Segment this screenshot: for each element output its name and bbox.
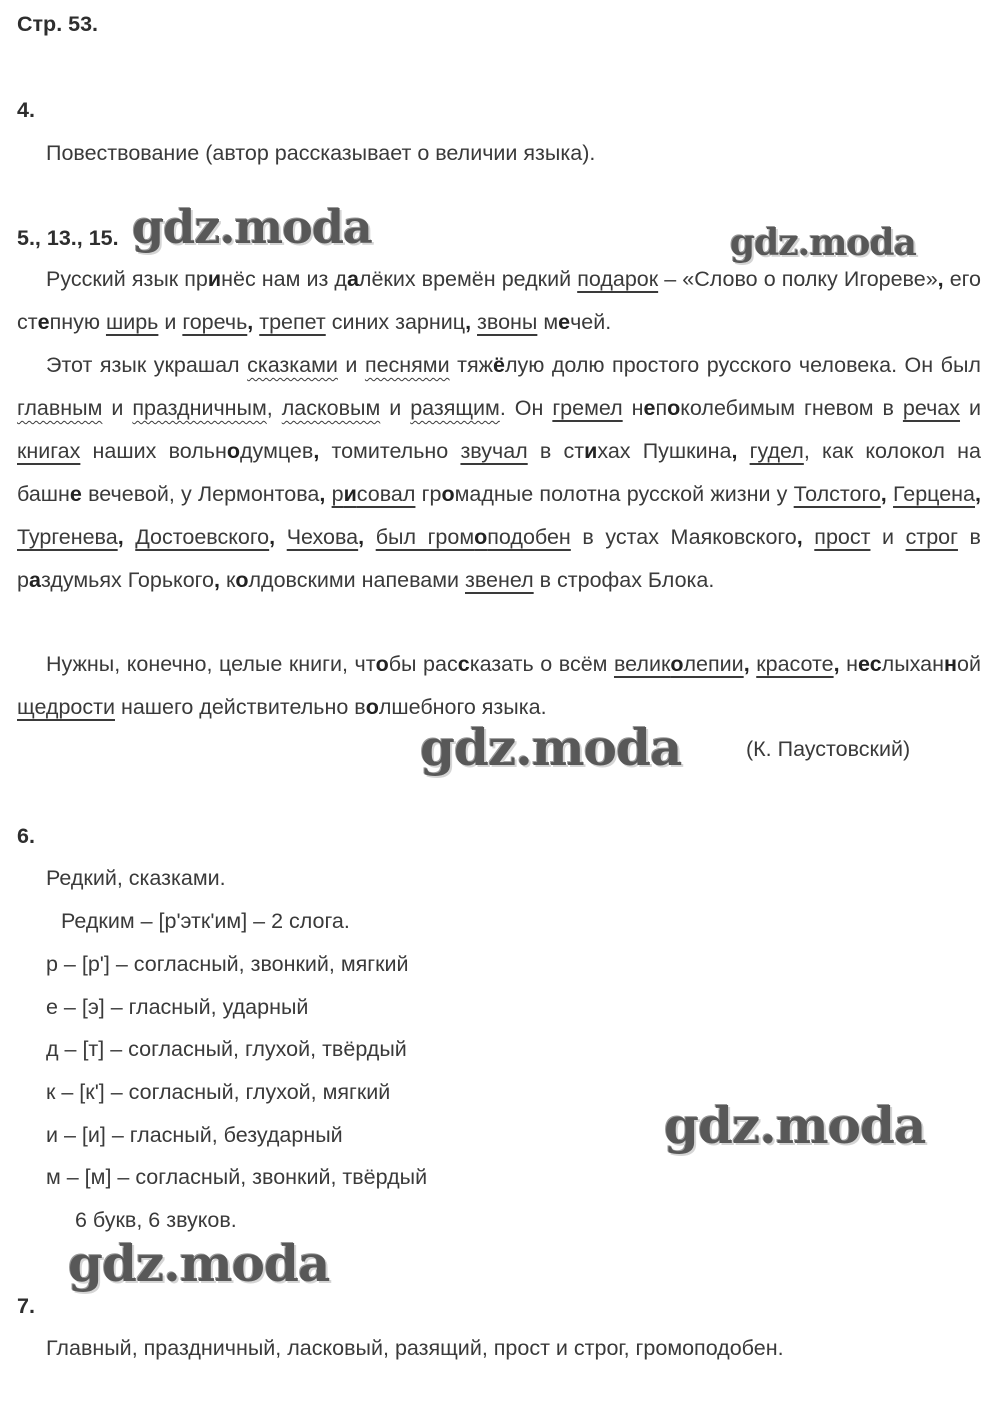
risoval-word: рисовал <box>331 482 416 506</box>
task-7-answer: Главный, праздничный, ласковый, разящий, прост и строг, громоподобен. <box>46 1336 784 1360</box>
watermark: gdz.moda <box>68 1234 330 1293</box>
task-6-summary: 6 букв, 6 звуков. <box>75 1208 237 1232</box>
author-attribution: (К. Паустовский) <box>746 737 911 761</box>
task-5-paragraph-1: Русский язык принёс нам из далёких времён редкий подарок – «Слово о полку Игореве», его степную ширь и горечь, трепет синих зарниц, звоны мечей. <box>17 267 981 334</box>
sound-line: к – [к'] – согласный, глухой, мягкий <box>46 1080 391 1104</box>
watermark: gdz.moda <box>132 200 372 254</box>
watermark: gdz.moda <box>420 718 682 777</box>
velikolepii-word: великолепии <box>613 652 744 676</box>
sound-line: д – [т] – согласный, глухой, твёрдый <box>46 1037 407 1061</box>
sound-line: р – [р'] – согласный, звонкий, мягкий <box>46 952 409 976</box>
task-5-number: 5., 13., 15. <box>17 226 119 250</box>
task-4-answer: Повествование (автор рассказывает о величии языка). <box>46 141 596 165</box>
task-5-paragraph-3: Нужны, конечно, целые книги, чтобы рассказать о всём великолепии, красоте, неслыханной щедрости нашего действительно волшебного языка. <box>17 652 981 719</box>
task-6-number: 6. <box>17 824 35 848</box>
gromopodoben-phrase: был громоподобен <box>375 525 571 549</box>
task-7-number: 7. <box>17 1294 35 1318</box>
sound-line: м – [м] – согласный, звонкий, твёрдый <box>46 1165 428 1189</box>
task-4-number: 4. <box>17 98 35 122</box>
sound-line: е – [э] – гласный, ударный <box>46 995 309 1019</box>
task-6-transcription: Редким – [р'этк'им] – 2 слога. <box>61 909 350 933</box>
task-5-paragraph-2: Этот язык украшал сказками и песнями тяжёлую долю простого русского человека. Он был главным и праздничным, ласковым и разящим. Он гремел непоколебимым гневом в речах и книгах наших вольнодумцев, томительно звучал в стихах Пушкина, гудел, как колокол на башне вечевой, у Лермонтова, рисовал громадные полотна русской жизни у Толстого, Герцена, Тургенева, Достоевского, Чехова, был громоподобен в устах Маяковского, прост и строг в раздумьях Горького, колдовскими напевами звенел в строфах Блока. <box>17 353 981 592</box>
sound-line: и – [и] – гласный, безударный <box>46 1123 343 1147</box>
watermark: gdz.moda <box>730 222 916 264</box>
watermark: gdz.moda <box>664 1096 926 1155</box>
page-header: Стр. 53. <box>17 12 99 36</box>
task-6-words: Редкий, сказками. <box>46 866 226 890</box>
